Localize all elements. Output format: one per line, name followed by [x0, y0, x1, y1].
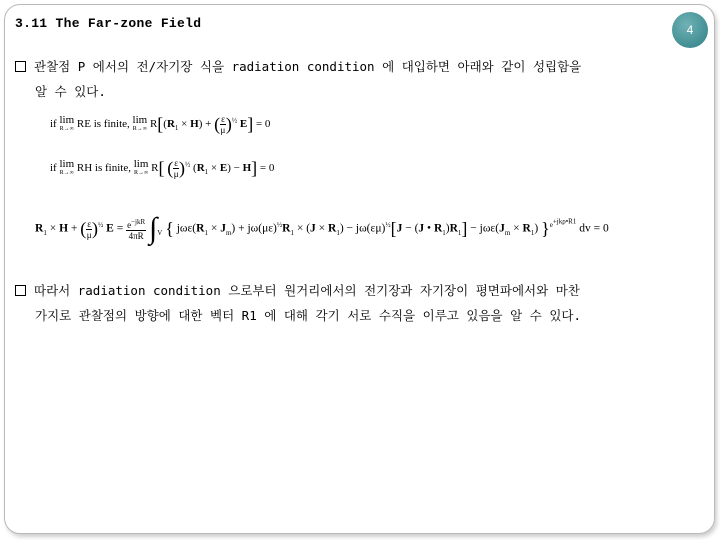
paragraph-1 [15, 54, 581, 104]
paragraph-2 [15, 278, 581, 328]
slide-title: 3.11 The Far-zone Field [15, 16, 202, 31]
bullet-checkbox-icon [15, 61, 26, 72]
equation-2: if lim R→∞ RH is finite, lim R→∞ R[ ( $\frac{\varepsilon}{\mu}$ )$^{\frac{1}{2}}$ $(R_1 \times E) - H] = 0$ [50, 157, 275, 179]
paragraph-1-line-2: 알 수 있다. [35, 84, 106, 99]
equation-3: $R_1 \times H$ + ( $\frac{\varepsilon}{\mu}$ )$^{\frac{1}{2}}$ E = $\frac{e^{-jkR}}{4\pi R}$ $\int_V$ { $j\omega\varepsilon(R_1 \times J_m) + j\omega(\mu\varepsilon)^{\frac{1}{2}}R_1 \times (J \times R_1) - j\omega(\varepsilon\mu)^{\frac{1}{2}}[J - (J$ • $R_1)R_1] - j\omega\varepsilon(J_m \times R_1)$ }$^{e^{+jk\rho•R1}}$ dv = 0 [35, 212, 609, 245]
paragraph-2-line-1: 따라서 radiation condition 으로부터 원거리에서의 전기장과 자기장이 평면파에서와 마찬 [34, 283, 580, 298]
equation-1: if lim R→∞ RE is finite, lim R→∞ $R[(R_1 \times H)$ + ( $\frac{\varepsilon}{\mu}$ )$^{\frac{1}{2}}$ E] = 0 [50, 113, 271, 135]
paragraph-2-line-2: 가지로 관찰점의 방향에 대한 벡터 R1 에 대해 각기 서로 수직을 이루고 있음을 알 수 있다. [35, 308, 582, 323]
page-number-badge: 4 [672, 12, 708, 48]
paragraph-1-line-1: 관찰점 P 에서의 전/자기장 식을 radiation condition 에 대입하면 아래와 같이 성립함을 [34, 59, 582, 74]
bullet-checkbox-icon [15, 285, 26, 296]
